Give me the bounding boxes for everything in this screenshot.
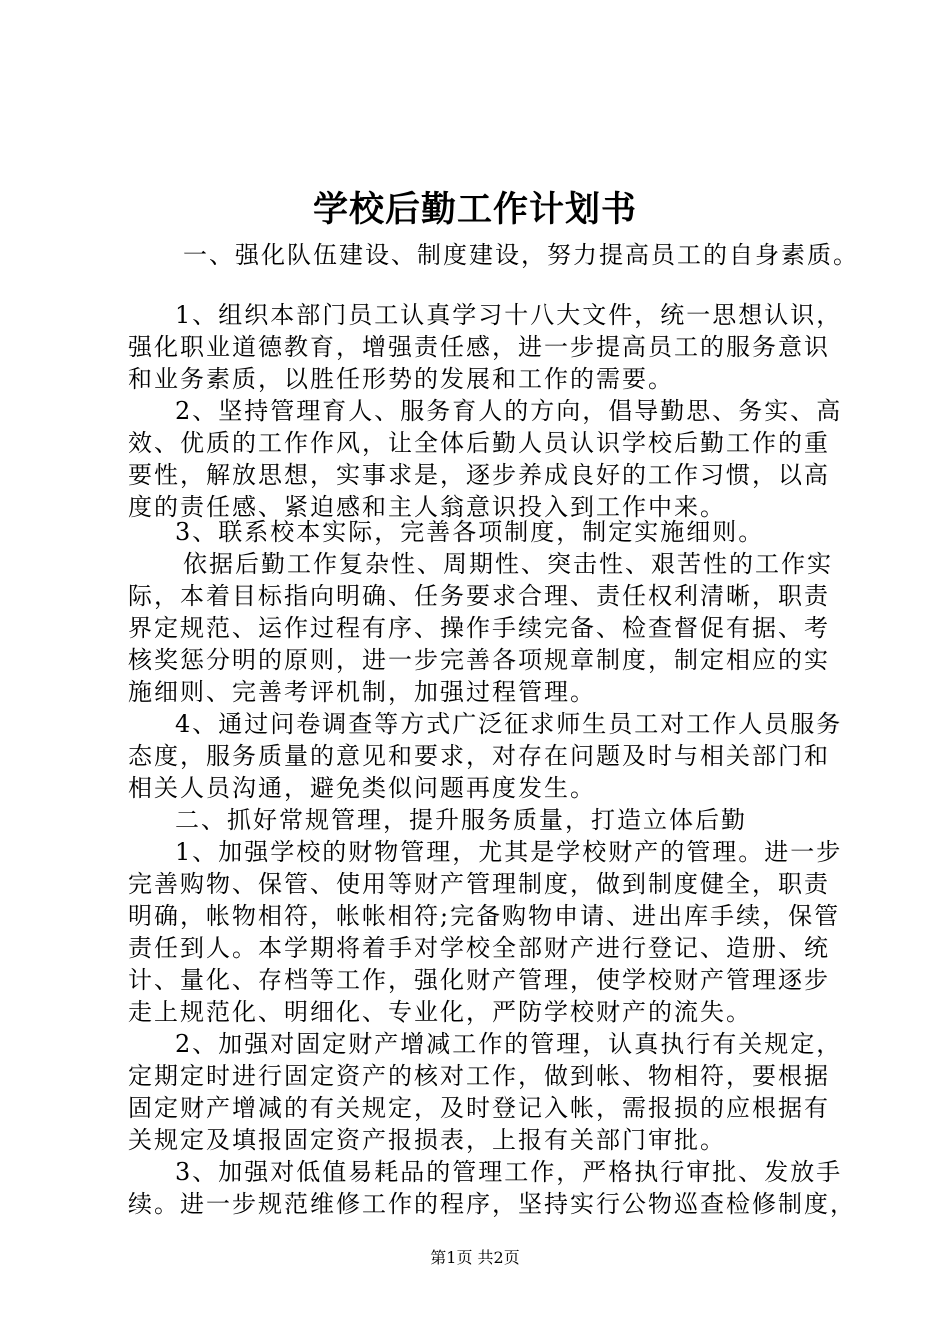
paragraph-line: 走上规范化、明细化、专业化，严防学校财产的流失。 xyxy=(128,998,752,1026)
paragraph-line: 明确，帐物相符，帐帐相符;完备购物申请、进出库手续，保管 xyxy=(128,902,841,930)
paragraph-line: 际，本着目标指向明确、任务要求合理、责任权利清晰，职责 xyxy=(128,582,830,610)
paragraph-line: 施细则、完善考评机制，加强过程管理。 xyxy=(128,678,596,706)
paragraph-line: 核奖惩分明的原则，进一步完善各项规章制度，制定相应的实 xyxy=(128,646,830,674)
paragraph-line: 2、坚持管理育人、服务育人的方向，倡导勤思、务实、高 xyxy=(175,397,843,425)
paragraph-line: 3、联系校本实际，完善各项制度，制定实施细则。 xyxy=(175,518,765,546)
paragraph-line: 计、量化、存档等工作，强化财产管理，使学校财产管理逐步 xyxy=(128,966,830,994)
paragraph-line: 相关人员沟通，避免类似问题再度发生。 xyxy=(128,774,596,802)
paragraph-line: 1、加强学校的财物管理，尤其是学校财产的管理。进一步 xyxy=(175,838,843,866)
paragraph-line: 依据后勤工作复杂性、周期性、突击性、艰苦性的工作实 xyxy=(183,550,833,578)
section-heading-1: 一、强化队伍建设、制度建设，努力提高员工的自身素质。 xyxy=(183,241,859,269)
paragraph-line: 3、加强对低值易耗品的管理工作，严格执行审批、发放手 xyxy=(175,1158,843,1186)
paragraph-line: 度的责任感、紧迫感和主人翁意识投入到工作中来。 xyxy=(128,493,726,521)
paragraph-line: 续。进一步规范维修工作的程序，坚持实行公物巡查检修制度， xyxy=(128,1190,856,1218)
paragraph-line: 固定财产增减的有关规定，及时登记入帐，需报损的应根据有 xyxy=(128,1094,830,1122)
paragraph-line: 要性，解放思想，实事求是，逐步养成良好的工作习惯，以高 xyxy=(128,461,830,489)
paragraph-line: 定期定时进行固定资产的核对工作，做到帐、物相符，要根据 xyxy=(128,1062,830,1090)
page-number-footer: 第1页 共2页 xyxy=(430,1248,520,1267)
paragraph-line: 效、优质的工作作风，让全体后勤人员认识学校后勤工作的重 xyxy=(128,429,830,457)
paragraph-line: 责任到人。本学期将着手对学校全部财产进行登记、造册、统 xyxy=(128,934,830,962)
paragraph-line: 态度，服务质量的意见和要求，对存在问题及时与相关部门和 xyxy=(128,742,830,770)
document-title: 学校后勤工作计划书 xyxy=(312,189,637,230)
section-heading-2: 二、抓好常规管理，提升服务质量，打造立体后勤 xyxy=(175,806,747,834)
paragraph-line: 完善购物、保管、使用等财产管理制度，做到制度健全，职责 xyxy=(128,870,830,898)
paragraph-line: 4、通过问卷调查等方式广泛征求师生员工对工作人员服务 xyxy=(175,710,843,738)
paragraph-line: 关规定及填报固定资产报损表，上报有关部门审批。 xyxy=(128,1126,726,1154)
paragraph-line: 和业务素质，以胜任形势的发展和工作的需要。 xyxy=(128,365,674,393)
paragraph-line: 1、组织本部门员工认真学习十八大文件，统一思想认识， xyxy=(175,301,843,329)
paragraph-line: 强化职业道德教育，增强责任感，进一步提高员工的服务意识 xyxy=(128,333,830,361)
paragraph-line: 2、加强对固定财产增减工作的管理，认真执行有关规定， xyxy=(175,1030,843,1058)
paragraph-line: 界定规范、运作过程有序、操作手续完备、检查督促有据、考 xyxy=(128,614,830,642)
